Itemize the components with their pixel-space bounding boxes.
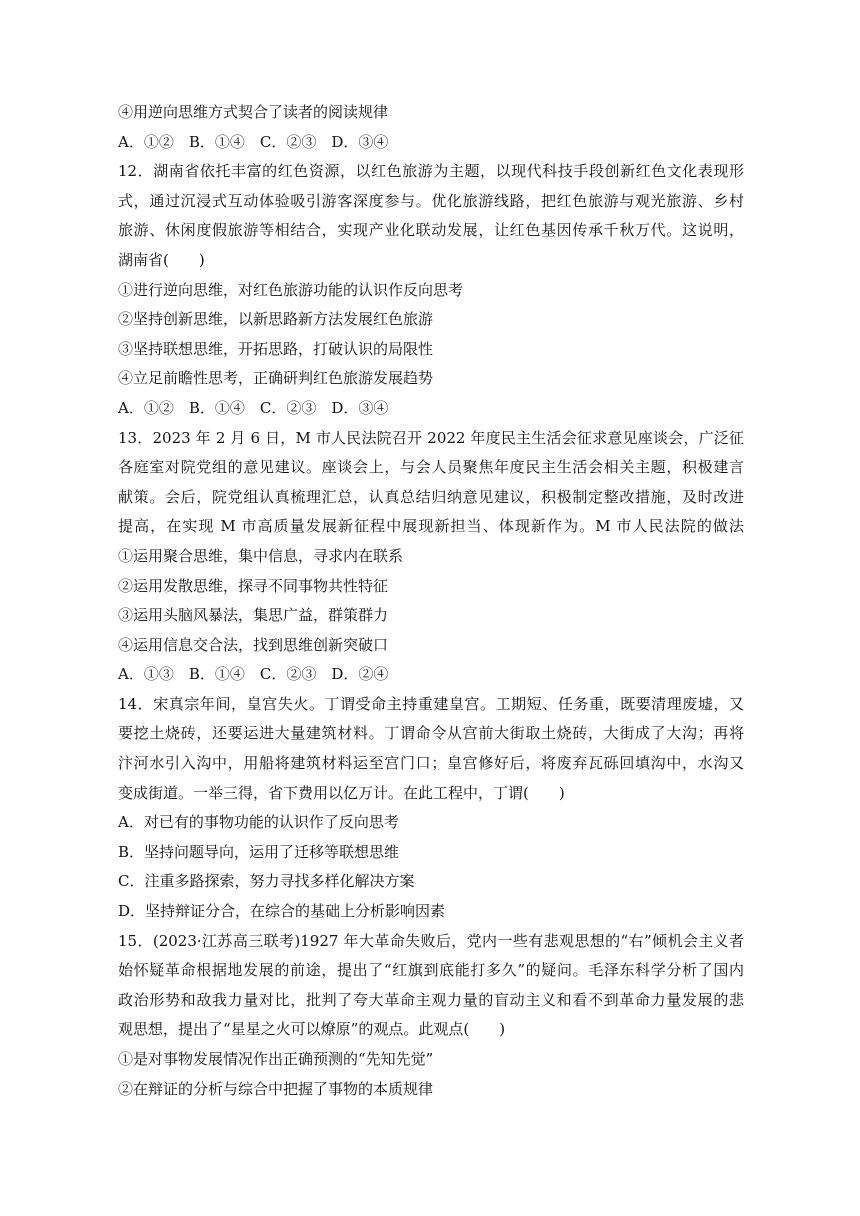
q13-stem-line-4: 提高，在实现 M 市高质量发展新征程中展现新担当、体现新作为。M 市人民法院的做法 bbox=[118, 517, 744, 536]
q13-option-2: ②运用发散思维，探寻不同事物共性特征 bbox=[118, 576, 389, 595]
q12-stem-line-2: 式，通过沉浸式互动体验吸引游客深度参与。优化旅游线路，把红色旅游与观光旅游、乡村 bbox=[118, 191, 744, 210]
q15-option-1: ①是对事物发展情况作出正确预测的“先知先觉” bbox=[118, 1050, 434, 1068]
q13-stem-line-3: 献策。会后，院党组认真梳理汇总，认真总结归纳意见建议，积极制定整改措施，及时改进 bbox=[118, 487, 744, 506]
q15-stem-line-1: 15．(2023·江苏高三联考)1927 年大革命失败后，党内一些有悲观思想的“右”倾机会主义者 bbox=[118, 931, 744, 950]
q14-stem-line-2: 要挖土烧砖，还要运进大量建筑材料。丁谓命令从宫前大街取土烧砖，大街成了大沟；再将 bbox=[118, 724, 744, 743]
q14-option-b: B．坚持问题导向，运用了迁移等联想思维 bbox=[118, 842, 400, 861]
q15-option-2: ②在辩证的分析与综合中把握了事物的本质规律 bbox=[118, 1079, 434, 1098]
q14-option-d: D．坚持辩证分合，在综合的基础上分析影响因素 bbox=[118, 902, 446, 921]
q14-stem-line-1: 14．宋真宗年间，皇宫失火。丁谓受命主持重建皇宫。工期短、任务重，既要清理废墟，又 bbox=[118, 694, 744, 713]
q12-option-4: ④立足前瞻性思考，正确研判红色旅游发展趋势 bbox=[118, 369, 434, 388]
q15-stem-line-4: 观思想，提出了“星星之火可以燎原”的观点。此观点( ) bbox=[118, 1020, 506, 1039]
q14-stem-line-4: 变成街道。一举三得，省下费用以亿万计。在此工程中，丁谓( ) bbox=[118, 783, 565, 802]
q12-option-1: ①进行逆向思维，对红色旅游功能的认识作反向思考 bbox=[118, 280, 464, 299]
q12-stem-line-3: 旅游、休闲度假旅游等相结合，实现产业化联动发展，让红色基因传承千秋万代。这说明， bbox=[118, 221, 744, 240]
q11-option-4: ④用逆向思维方式契合了读者的阅读规律 bbox=[118, 103, 389, 121]
q15-stem-line-3: 政治形势和敌我力量对比，批判了夸大革命主观力量的盲动主义和看不到革命力量发展的悲 bbox=[118, 990, 744, 1009]
q12-option-2: ②坚持创新思维，以新思路新方法发展红色旅游 bbox=[118, 310, 434, 329]
q14-option-c: C．注重多路探索，努力寻找多样化解决方案 bbox=[118, 872, 415, 891]
q13-option-4: ④运用信息交合法，找到思维创新突破口 bbox=[118, 635, 389, 654]
q12-stem-line-1: 12．湖南省依托丰富的红色资源，以红色旅游为主题，以现代科技手段创新红色文化表现形 bbox=[118, 162, 744, 181]
q11-answer-choices: A．①② B．①④ C．②③ D．③④ bbox=[118, 132, 389, 151]
q12-answer-choices: A．①② B．①④ C．②③ D．③④ bbox=[118, 398, 389, 417]
q14-option-a: A．对已有的事物功能的认识作了反向思考 bbox=[118, 813, 399, 832]
q13-stem-line-1: 13．2023 年 2 月 6 日，M 市人民法院召开 2022 年度民主生活会征求意见座谈会，广泛征 bbox=[118, 428, 744, 447]
q13-option-1: ①运用聚合思维，集中信息，寻求内在联系 bbox=[118, 546, 404, 565]
q12-option-3: ③坚持联想思维，开拓思路，打破认识的局限性 bbox=[118, 339, 434, 358]
q14-stem-line-3: 汴河水引入沟中，用船将建筑材料运至宫门口；皇宫修好后，将废弃瓦砾回填沟中，水沟又 bbox=[118, 754, 744, 773]
q13-stem-line-2: 各庭室对院党组的意见建议。座谈会上，与会人员聚焦年度民主生活会相关主题，积极建言 bbox=[118, 458, 744, 477]
exam-page bbox=[118, 98, 744, 1104]
q13-answer-choices: A．①③ B．①④ C．②③ D．②④ bbox=[118, 665, 389, 684]
q13-option-3: ③运用头脑风暴法，集思广益，群策群力 bbox=[118, 606, 389, 625]
q12-stem-line-4: 湖南省( ) bbox=[118, 250, 205, 269]
q15-stem-line-2: 始怀疑革命根据地发展的前途，提出了“红旗到底能打多久”的疑问。毛泽东科学分析了国内 bbox=[118, 961, 744, 980]
